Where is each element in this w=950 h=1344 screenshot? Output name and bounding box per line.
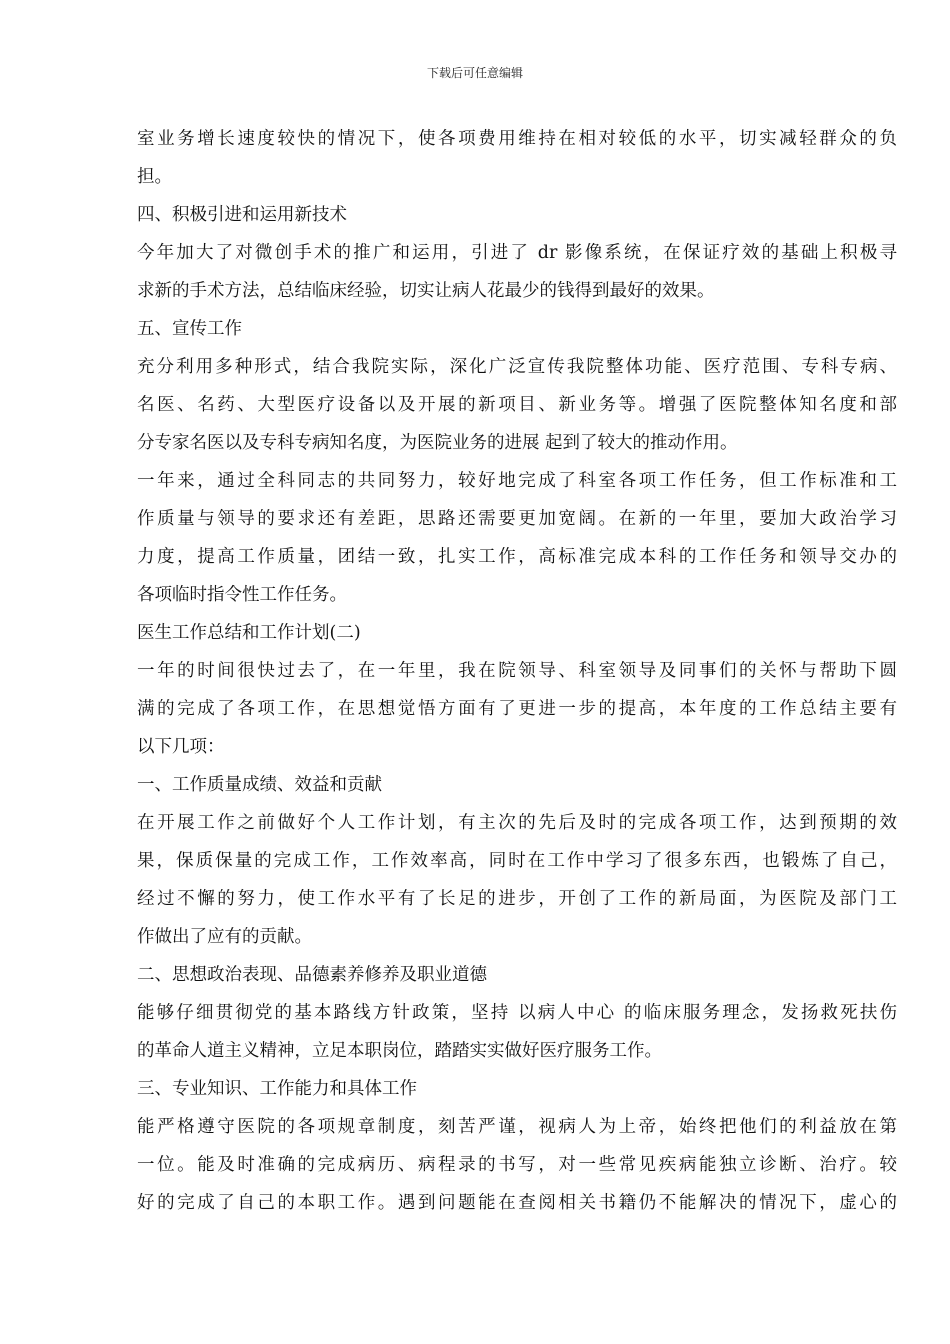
paragraph-line: 能够仔细贯彻党的基本路线方针政策，坚持 以病人中心 的临床服务理念，发扬救死扶伤 [137, 1003, 897, 1023]
paragraph-line: 求新的手术方法，总结临床经验，切实让病人花最少的钱得到最好的效果。 [137, 281, 715, 301]
paragraph-line: 果，保质保量的完成工作，工作效率高，同时在工作中学习了很多东西，也锻炼了自己， [137, 851, 897, 871]
paragraph-line: 各项临时指令性工作任务。 [137, 585, 347, 605]
paragraph-line: 三、专业知识、工作能力和具体工作 [137, 1079, 417, 1099]
paragraph-line: 担。 [137, 167, 172, 187]
paragraph-line: 医生工作总结和工作计划(二) [137, 623, 361, 643]
paragraph-line: 充分利用多种形式，结合我院实际，深化广泛宣传我院整体功能、医疗范围、专科专病、 [137, 357, 897, 377]
paragraph-line: 一年的时间很快过去了，在一年里，我在院领导、科室领导及同事们的关怀与帮助下圆 [137, 661, 897, 681]
paragraph-line: 作做出了应有的贡献。 [137, 927, 312, 947]
page-header-note: 下载后可任意编辑 [426, 66, 523, 80]
paragraph-line: 在开展工作之前做好个人工作计划，有主次的先后及时的完成各项工作，达到预期的效 [137, 813, 897, 833]
paragraph-line: 一位。能及时准确的完成病历、病程录的书写，对一些常见疾病能独立诊断、治疗。较 [137, 1155, 897, 1175]
paragraph-line: 满的完成了各项工作，在思想觉悟方面有了更进一步的提高，本年度的工作总结主要有 [137, 699, 897, 719]
paragraph-line: 一年来，通过全科同志的共同努力，较好地完成了科室各项工作任务，但工作标准和工 [137, 471, 897, 491]
document-body [137, 120, 897, 1222]
paragraph-line: 名医、名药、大型医疗设备以及开展的新项目、新业务等。增强了医院整体知名度和部 [137, 395, 897, 415]
paragraph-line: 的革命人道主义精神，立足本职岗位，踏踏实实做好医疗服务工作。 [137, 1041, 662, 1061]
paragraph-line: 好的完成了自己的本职工作。遇到问题能在查阅相关书籍仍不能解决的情况下，虚心的 [137, 1193, 897, 1213]
paragraph-line: 以下几项： [137, 737, 225, 757]
paragraph-line: 五、宣传工作 [137, 319, 242, 339]
paragraph-line: 室业务增长速度较快的情况下，使各项费用维持在相对较低的水平，切实减轻群众的负 [137, 129, 897, 149]
paragraph-line: 一、工作质量成绩、效益和贡献 [137, 775, 382, 795]
paragraph-line: 能严格遵守医院的各项规章制度，刻苦严谨，视病人为上帝，始终把他们的利益放在第 [137, 1117, 897, 1137]
paragraph-line: 力度，提高工作质量，团结一致，扎实工作，高标准完成本科的工作任务和领导交办的 [137, 547, 897, 567]
paragraph-line: 四、积极引进和运用新技术 [137, 205, 347, 225]
paragraph-line: 作质量与领导的要求还有差距，思路还需要更加宽阔。在新的一年里，要加大政治学习 [137, 509, 897, 529]
paragraph-line: 分专家名医以及专科专病知名度，为医院业务的进展 起到了较大的推动作用。 [137, 433, 738, 453]
paragraph-line: 二、思想政治表现、品德素养修养及职业道德 [137, 965, 487, 985]
paragraph-line: 经过不懈的努力，使工作水平有了长足的进步，开创了工作的新局面，为医院及部门工 [137, 889, 897, 909]
paragraph-line: 今年加大了对微创手术的推广和运用，引进了 dr 影像系统，在保证疗效的基础上积极寻 [137, 243, 897, 263]
